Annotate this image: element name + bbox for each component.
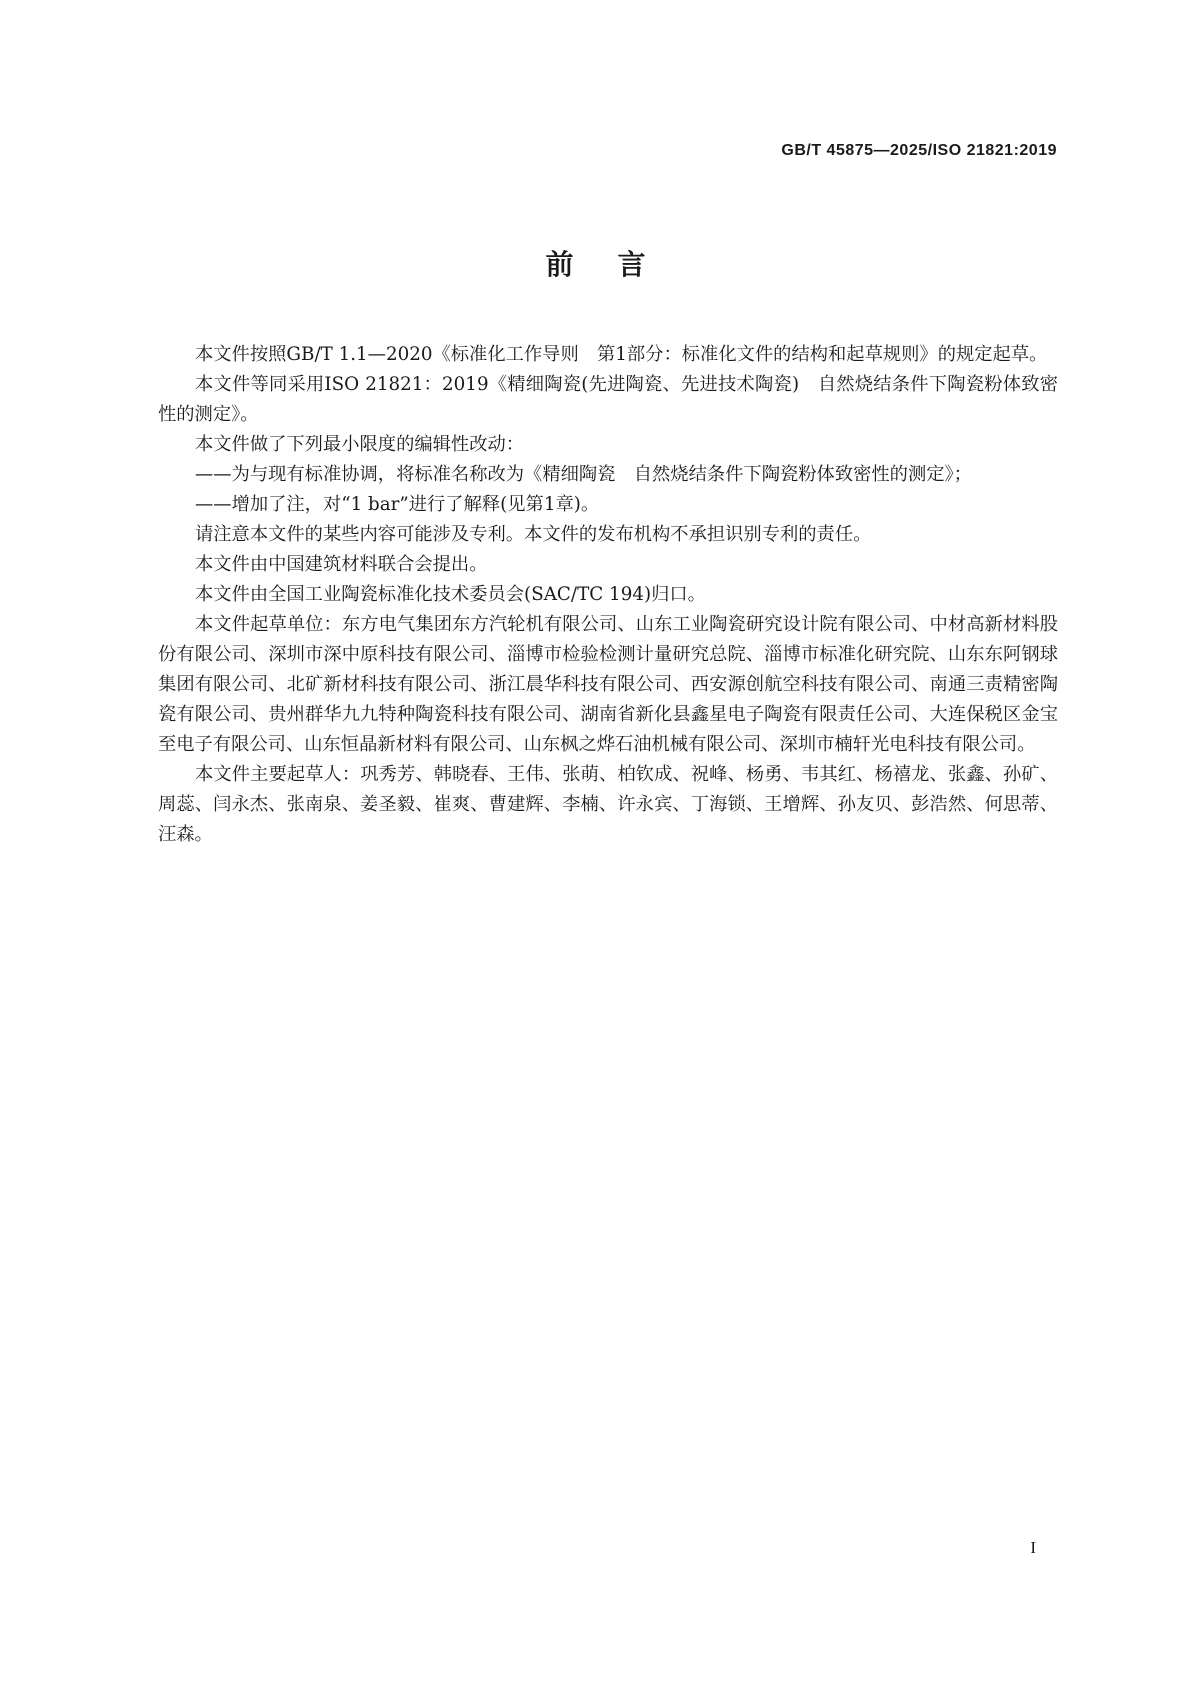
paragraph-patent-notice: 请注意本文件的某些内容可能涉及专利。本文件的发布机构不承担识别专利的责任。 <box>195 524 872 545</box>
paragraph-administered-by: 本文件由全国工业陶瓷标准化技术委员会(SAC/TC 194)归口。 <box>195 584 706 605</box>
paragraph-drafters: 本文件主要起草人：巩秀芳、韩晓春、王伟、张萌、柏钦成、祝峰、杨勇、韦其红、杨禧龙、张鑫、孙矿、周蕊、闫永杰、张南泉、姜圣毅、崔爽、曹建辉、李楠、许永宾、丁海锁、王增辉、孙友贝、彭浩然、何思蒂、汪森。 <box>158 764 1058 845</box>
paragraph-drafting-rules: 本文件按照GB/T 1.1—2020《标准化工作导则 第1部分：标准化文件的结构和起草规则》的规定起草。 <box>195 344 1048 365</box>
paragraph-drafting-units: 本文件起草单位：东方电气集团东方汽轮机有限公司、山东工业陶瓷研究设计院有限公司、中材高新材料股份有限公司、深圳市深中原科技有限公司、淄博市检验检测计量研究总院、淄博市标准化研究院、山东东阿钢球集团有限公司、北矿新材科技有限公司、浙江晨华科技有限公司、西安源创航空科技有限公司、南通三责精密陶瓷有限公司、贵州群华九九特种陶瓷科技有限公司、湖南省新化县鑫星电子陶瓷有限责任公司、大连保税区金宝至电子有限公司、山东恒晶新材料有限公司、山东枫之烨石油机械有限公司、深圳市楠轩光电科技有限公司。 <box>158 614 1058 755</box>
page-title: 前言 <box>545 248 690 281</box>
paragraph-change-item-2: ——增加了注，对“1 bar”进行了解释(见第1章)。 <box>195 494 600 515</box>
page-number: I <box>1030 1538 1036 1557</box>
foreword-body <box>158 340 1058 850</box>
paragraph-iso-adoption: 本文件等同采用ISO 21821：2019《精细陶瓷(先进陶瓷、先进技术陶瓷) 自然烧结条件下陶瓷粉体致密性的测定》。 <box>158 374 1058 425</box>
paragraph-editorial-changes: 本文件做了下列最小限度的编辑性改动： <box>195 434 525 455</box>
standard-code-header: GB/T 45875—2025/ISO 21821:2019 <box>781 142 1057 159</box>
paragraph-change-item-1: ——为与现有标准协调，将标准名称改为《精细陶瓷 自然烧结条件下陶瓷粉体致密性的测定》； <box>195 464 972 485</box>
paragraph-proposed-by: 本文件由中国建筑材料联合会提出。 <box>195 554 488 575</box>
